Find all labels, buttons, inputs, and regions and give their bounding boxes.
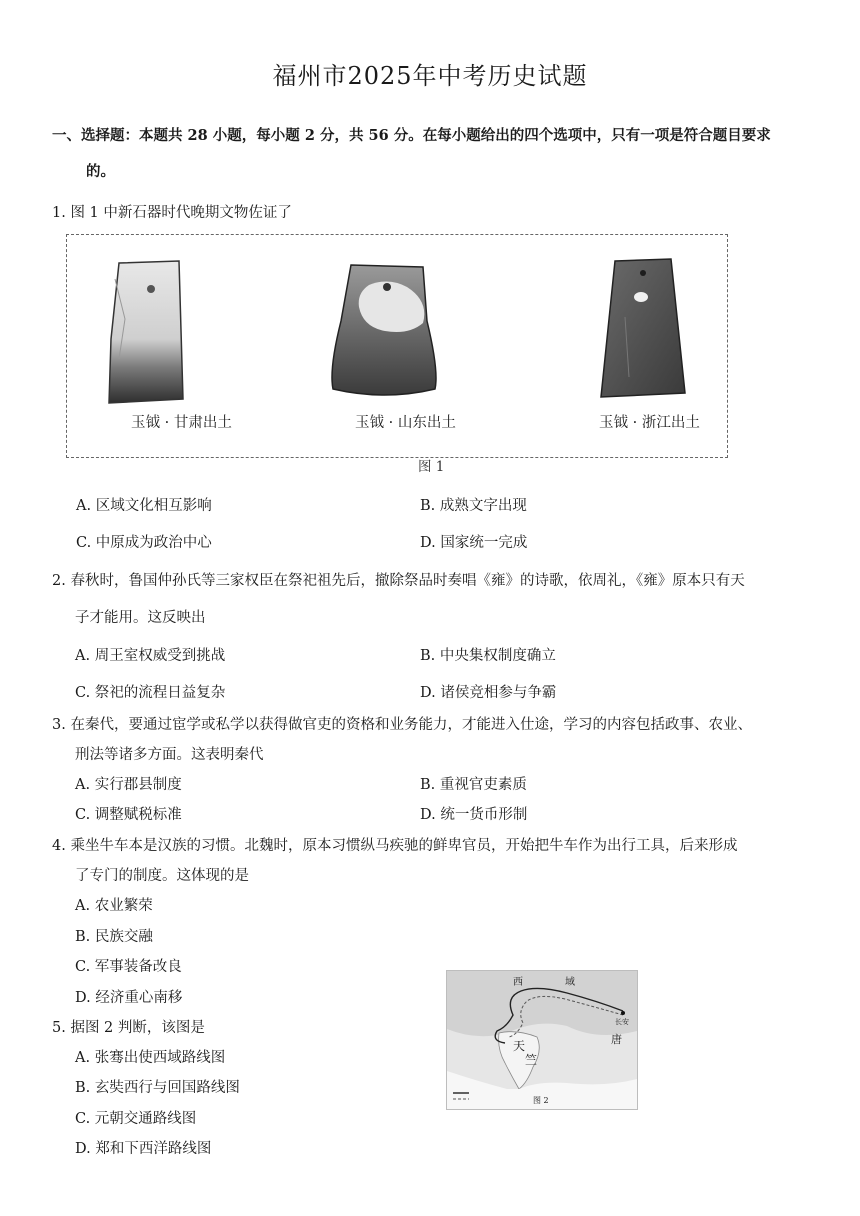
map-label-zhu: 竺 bbox=[525, 1053, 538, 1067]
map-label-tang: 唐 bbox=[611, 1033, 622, 1046]
jade-axe-shandong-image bbox=[329, 261, 441, 397]
q4-option-d: D. 经济重心南移 bbox=[75, 990, 183, 1006]
figure-1-box bbox=[66, 234, 728, 458]
map-label-changan: 长安 bbox=[615, 1018, 629, 1026]
section-instructions: 一、选择题：本题共 28 小题，每小题 2 分，共 56 分。在每小题给出的四个选项中，只有一项是符合题目要求 bbox=[52, 127, 771, 144]
question-2-stem: 2. 春秋时，鲁国仲孙氏等三家权臣在祭祀祖先后，撤除祭品时奏唱《雍》的诗歌，依周礼，《雍》原本只有天 bbox=[52, 573, 745, 589]
q5-option-b: B. 玄奘西行与回国路线图 bbox=[75, 1080, 240, 1096]
q1-option-c: C. 中原成为政治中心 bbox=[76, 535, 212, 551]
question-5-stem: 5. 据图 2 判断，该图是 bbox=[52, 1020, 205, 1036]
q1-option-d: D. 国家统一完成 bbox=[420, 535, 528, 551]
question-3-stem: 3. 在秦代，要通过宦学或私学以获得做官吏的资格和业务能力，才能进入仕途，学习的内容包括政事、农业、 bbox=[52, 717, 752, 733]
question-4-stem-cont: 了专门的制度。这体现的是 bbox=[75, 868, 249, 884]
q5-option-c: C. 元朝交通路线图 bbox=[75, 1111, 197, 1127]
q3-option-c: C. 调整赋税标准 bbox=[75, 807, 182, 823]
q3-option-d: D. 统一货币形制 bbox=[420, 807, 528, 823]
route-map-graphic bbox=[447, 971, 637, 1109]
question-3-stem-cont: 刑法等诸多方面。这表明秦代 bbox=[75, 747, 264, 763]
map-label-tian: 天 bbox=[513, 1039, 526, 1053]
jade-axe-zhejiang-image bbox=[595, 257, 691, 399]
q1-option-a: A. 区域文化相互影响 bbox=[76, 498, 212, 514]
map-label-xi: 西 bbox=[513, 977, 523, 988]
question-4-stem: 4. 乘坐牛车本是汉族的习惯。北魏时，原本习惯纵马疾驰的鲜卑官员，开始把牛车作为出行工具，后来形成 bbox=[52, 838, 738, 854]
q2-option-b: B. 中央集权制度确立 bbox=[420, 648, 556, 664]
figure-caption-gansu: 玉钺 · 甘肃出土 bbox=[131, 415, 232, 431]
q3-option-a: A. 实行郡县制度 bbox=[75, 777, 182, 793]
q5-option-d: D. 郑和下西洋路线图 bbox=[75, 1141, 212, 1157]
q4-option-a: A. 农业繁荣 bbox=[75, 898, 153, 914]
map-label-yu: 域 bbox=[565, 977, 575, 988]
figure-1-label: 图 1 bbox=[418, 459, 445, 475]
q2-option-c: C. 祭祀的流程日益复杂 bbox=[75, 685, 226, 701]
q2-option-d: D. 诸侯竞相参与争霸 bbox=[420, 685, 557, 701]
q5-option-a: A. 张骞出使西域路线图 bbox=[75, 1050, 226, 1066]
exam-title: 福州市2025年中考历史试题 bbox=[272, 62, 588, 90]
q2-option-a: A. 周王室权威受到挑战 bbox=[75, 648, 226, 664]
figure-2-route-map bbox=[446, 970, 638, 1110]
q1-option-b: B. 成熟文字出现 bbox=[420, 498, 527, 514]
figure-caption-shandong: 玉钺 · 山东出土 bbox=[355, 415, 456, 431]
q4-option-c: C. 军事装备改良 bbox=[75, 959, 182, 975]
section-instructions-cont: 的。 bbox=[86, 163, 115, 180]
q3-option-b: B. 重视官吏素质 bbox=[420, 777, 527, 793]
q4-option-b: B. 民族交融 bbox=[75, 929, 153, 945]
figure-caption-zhejiang: 玉钺 · 浙江出土 bbox=[599, 415, 700, 431]
question-1-stem: 1. 图 1 中新石器时代晚期文物佐证了 bbox=[52, 205, 292, 221]
jade-axe-gansu-image bbox=[105, 259, 185, 405]
question-2-stem-cont: 子才能用。这反映出 bbox=[75, 610, 206, 626]
figure-2-label: 图 2 bbox=[533, 1096, 549, 1105]
